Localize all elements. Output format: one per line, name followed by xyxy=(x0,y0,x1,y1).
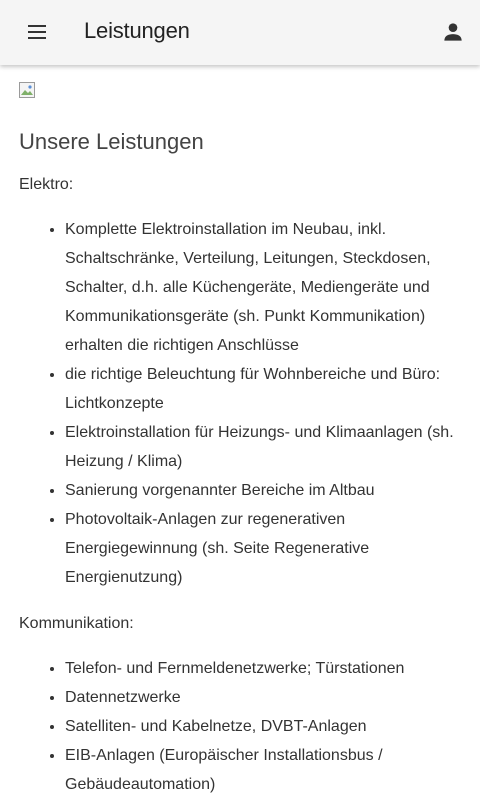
kommunikation-list xyxy=(0,654,470,799)
list-item: • Elektroinstallation für Heizungs- und Klimaanlagen (sh. Heizung / Klima) xyxy=(65,418,470,476)
list-item: • die richtige Beleuchtung für Wohnbereiche und Büro: Lichtkonzepte xyxy=(65,360,470,418)
menu-button[interactable] xyxy=(17,12,57,52)
elektro-list xyxy=(0,215,470,592)
list-item: • Satelliten- und Kabelnetze, DVBT-Anlagen xyxy=(65,712,470,741)
list-item: • Sanierung vorgenannter Bereiche im Altbau xyxy=(65,476,470,505)
list-item: • Photovoltaik-Anlagen zur regenerativen Energiegewinnung (sh. Seite Regenerative Energienutzung) xyxy=(65,505,470,592)
list-item: • EIB-Anlagen (Europäischer Installationsbus / Gebäudeautomation) xyxy=(65,741,470,799)
elektro-label: Elektro: xyxy=(19,176,74,193)
account-icon xyxy=(440,19,466,45)
section-heading: Unsere Leistungen xyxy=(19,129,204,154)
account-button[interactable] xyxy=(433,12,473,52)
list-item: • Telefon- und Fernmeldenetzwerke; Türstationen xyxy=(65,654,470,683)
kommunikation-label: Kommunikation: xyxy=(19,615,134,632)
broken-image-icon xyxy=(19,82,37,100)
list-item: • Datennetzwerke xyxy=(65,683,470,712)
main-content xyxy=(0,65,480,800)
list-item: • Komplette Elektroinstallation im Neubau, inkl. Schaltschränke, Verteilung, Leitungen, Steckdosen, Schalter, d.h. alle Küchengeräte, Mediengeräte und Kommunikationsgeräte (sh. Punkt Kommunikation) erhalten die richtigen Anschlüsse xyxy=(65,215,470,360)
page-title: Leistungen xyxy=(84,18,190,43)
menu-icon xyxy=(25,20,49,44)
app-bar xyxy=(0,0,480,65)
